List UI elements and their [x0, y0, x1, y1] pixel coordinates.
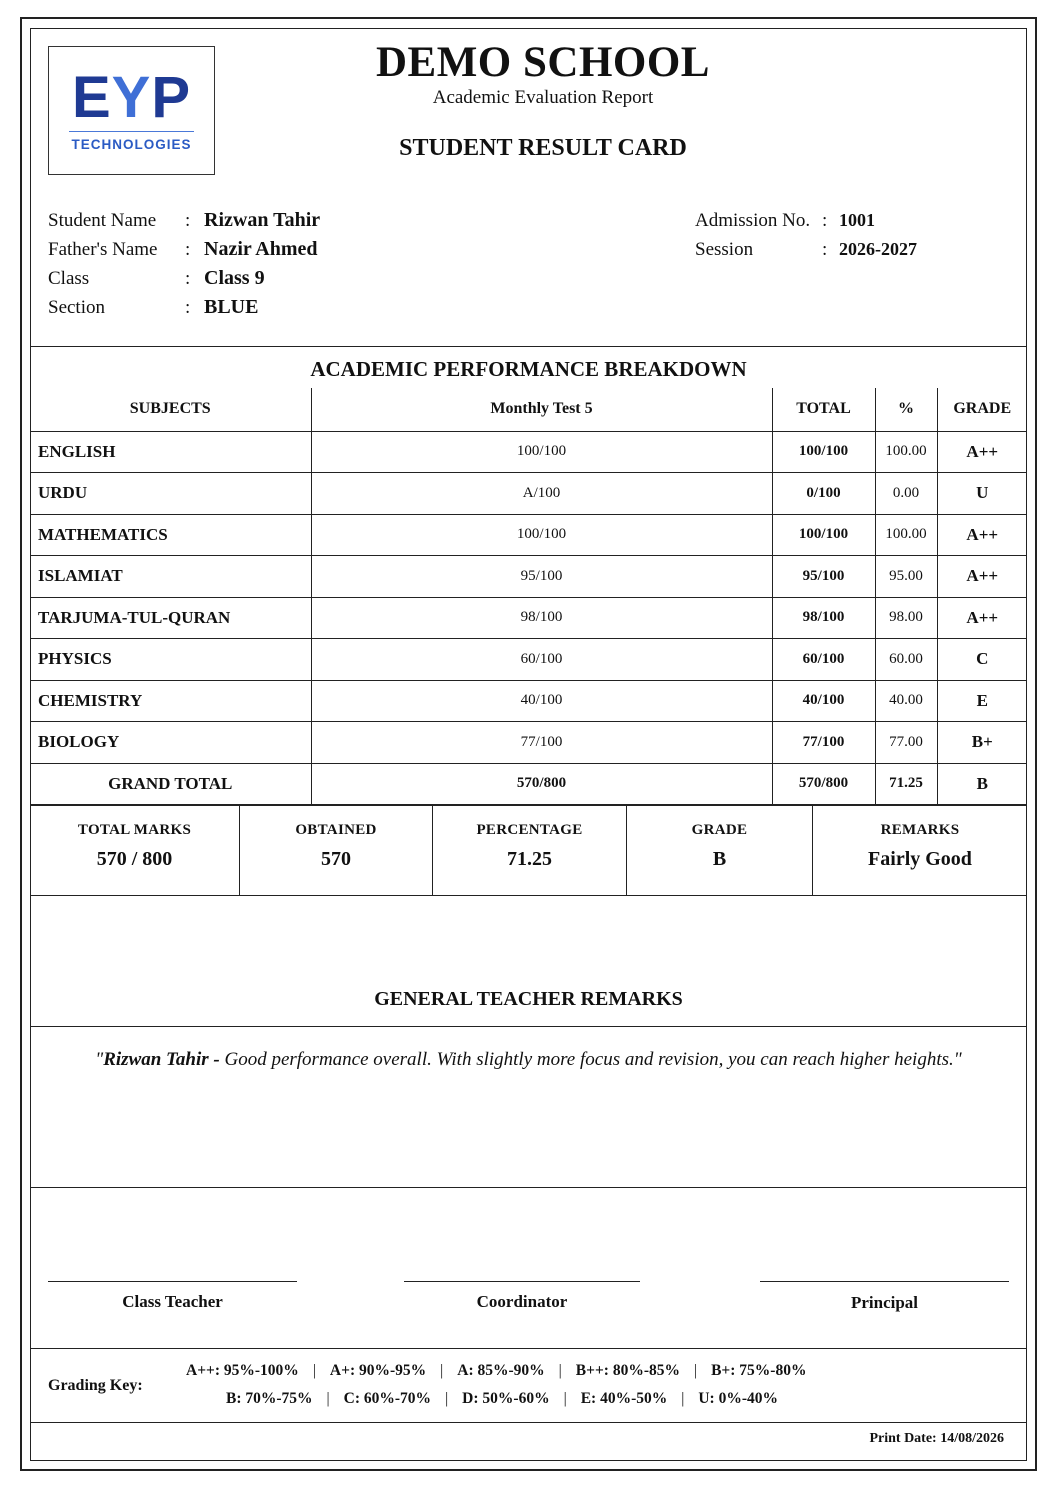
header-percent: % [875, 388, 937, 431]
grand-total-percentage: 71.25 [875, 763, 937, 805]
remark-student-name: Rizwan Tahir - [103, 1049, 220, 1070]
subject-name: TARJUMA-TUL-QURAN [30, 597, 311, 639]
summary-remarks [813, 806, 1027, 895]
grand-total-label: GRAND TOTAL [30, 763, 311, 805]
school-logo [48, 46, 215, 175]
section-value: BLUE [204, 296, 259, 318]
table-row [30, 680, 1027, 722]
colon: : [185, 297, 191, 318]
teacher-remarks-title: GENERAL TEACHER REMARKS [374, 988, 683, 1010]
print-date: Print Date: 14/08/2026 [869, 1431, 1004, 1446]
table-row [30, 556, 1027, 598]
coordinator-signature-line [404, 1281, 640, 1282]
subject-name: URDU [30, 473, 311, 515]
header-grade: GRADE [937, 388, 1027, 431]
grading-key-row-2: B: 70%-75% | C: 60%-70% | D: 50%-60% | E: 40%-50% | U: 0%-40% [226, 1390, 778, 1407]
session-value: 2026-2027 [839, 239, 917, 259]
total-marks: 95/100 [772, 556, 875, 598]
header-monthly-test: Monthly Test 5 [311, 388, 772, 431]
teacher-remark-text: "Rizwan Tahir - Good performance overall. With slightly more focus and revision, you can reach higher heights." [95, 1049, 962, 1070]
grade: B+ [937, 722, 1027, 764]
performance-title: ACADEMIC PERFORMANCE BREAKDOWN [310, 357, 747, 381]
session-label: Session [695, 239, 754, 260]
colon: : [822, 210, 828, 231]
grade: U [937, 473, 1027, 515]
header-subjects: SUBJECTS [30, 388, 311, 431]
test-marks: A/100 [311, 473, 772, 515]
test-marks: 100/100 [311, 431, 772, 473]
divider [30, 1348, 1027, 1349]
percentage: 77.00 [875, 722, 937, 764]
grade: C [937, 639, 1027, 681]
test-marks: 40/100 [311, 680, 772, 722]
percentage: 98.00 [875, 597, 937, 639]
grand-total-grade: B [937, 763, 1027, 805]
result-summary [30, 805, 1027, 896]
logo-divider [69, 131, 194, 132]
table-row [30, 639, 1027, 681]
table-row [30, 514, 1027, 556]
logo-wordmark: EYP [71, 65, 192, 130]
colon: : [185, 210, 191, 231]
father-name-label: Father's Name [48, 239, 158, 260]
header-total: TOTAL [772, 388, 875, 431]
principal-signature-line [760, 1281, 1009, 1282]
test-marks: 95/100 [311, 556, 772, 598]
grade: E [937, 680, 1027, 722]
marks-table [30, 388, 1027, 805]
colon: : [185, 268, 191, 289]
divider [30, 1026, 1027, 1027]
total-marks: 100/100 [772, 431, 875, 473]
student-info [48, 210, 448, 330]
admission-info [695, 210, 995, 270]
grading-key-row-1: A++: 95%-100% | A+: 90%-95% | A: 85%-90% | B++: 80%-85% | B+: 75%-80% [186, 1362, 807, 1379]
summary-total-marks [30, 806, 240, 895]
test-marks: 60/100 [311, 639, 772, 681]
total-marks: 100/100 [772, 514, 875, 556]
table-row [30, 473, 1027, 515]
percentage: 100.00 [875, 514, 937, 556]
colon: : [185, 239, 191, 260]
class-teacher-signature-line [48, 1281, 297, 1282]
school-name: DEMO SCHOOL [375, 39, 710, 86]
admission-number: 1001 [839, 210, 875, 230]
summary-label: PERCENTAGE [476, 822, 583, 838]
percentage: 40.00 [875, 680, 937, 722]
test-marks: 77/100 [311, 722, 772, 764]
percentage: 95.00 [875, 556, 937, 598]
report-subtitle: Academic Evaluation Report [432, 87, 654, 108]
grand-total-test: 570/800 [311, 763, 772, 805]
total-marks: 98/100 [772, 597, 875, 639]
summary-percentage [433, 806, 627, 895]
percentage: 100.00 [875, 431, 937, 473]
total-marks: 60/100 [772, 639, 875, 681]
grade: A++ [937, 514, 1027, 556]
summary-grade [627, 806, 813, 895]
test-marks: 98/100 [311, 597, 772, 639]
student-name-label: Student Name [48, 210, 157, 231]
father-name: Nazir Ahmed [204, 238, 318, 260]
summary-obtained [240, 806, 433, 895]
total-marks: 0/100 [772, 473, 875, 515]
grade: A++ [937, 431, 1027, 473]
subject-name: CHEMISTRY [30, 680, 311, 722]
table-row [30, 431, 1027, 473]
summary-value: B [712, 848, 727, 870]
summary-value: Fairly Good [868, 848, 972, 870]
divider [30, 1422, 1027, 1423]
class-teacher-label: Class Teacher [122, 1292, 223, 1311]
test-marks: 100/100 [311, 514, 772, 556]
total-marks: 40/100 [772, 680, 875, 722]
divider [30, 1187, 1027, 1188]
grand-total-marks: 570/800 [772, 763, 875, 805]
summary-value: 71.25 [507, 848, 552, 870]
subject-name: ENGLISH [30, 431, 311, 473]
admission-label: Admission No. [695, 210, 811, 231]
summary-value: 570 [321, 848, 351, 870]
subject-name: PHYSICS [30, 639, 311, 681]
summary-label: TOTAL MARKS [77, 822, 192, 838]
subject-name: MATHEMATICS [30, 514, 311, 556]
summary-label: REMARKS [880, 822, 960, 838]
class-label: Class [48, 268, 90, 289]
table-row [30, 722, 1027, 764]
table-header-row [30, 388, 1027, 431]
subject-name: ISLAMIAT [30, 556, 311, 598]
class-value: Class 9 [204, 267, 265, 289]
summary-label: GRADE [691, 822, 748, 838]
grand-total-row [30, 763, 1027, 805]
total-marks: 77/100 [772, 722, 875, 764]
grade: A++ [937, 597, 1027, 639]
grading-key-label: Grading Key: [48, 1377, 143, 1394]
summary-value: 570 / 800 [96, 848, 173, 870]
summary-label: OBTAINED [295, 822, 377, 838]
table-row [30, 597, 1027, 639]
logo-subtitle: TECHNOLOGIES [71, 137, 192, 152]
subject-name: BIOLOGY [30, 722, 311, 764]
student-name: Rizwan Tahir [204, 209, 321, 231]
principal-label: Principal [850, 1293, 919, 1312]
divider [30, 346, 1027, 347]
colon: : [822, 239, 828, 260]
percentage: 60.00 [875, 639, 937, 681]
result-card-title: STUDENT RESULT CARD [399, 135, 687, 161]
coordinator-label: Coordinator [476, 1292, 568, 1311]
grade: A++ [937, 556, 1027, 598]
percentage: 0.00 [875, 473, 937, 515]
section-label: Section [48, 297, 105, 318]
